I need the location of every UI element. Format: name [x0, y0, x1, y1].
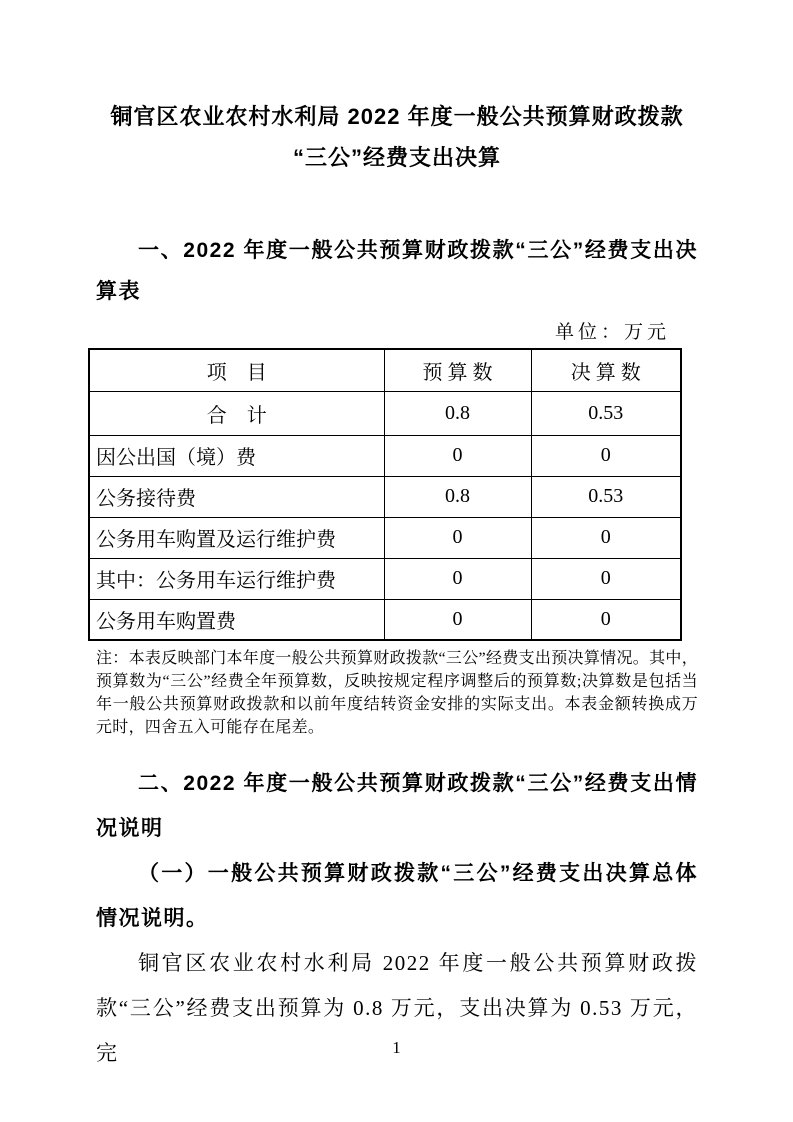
- row-abroad-item: 因公出国（境）费: [89, 435, 384, 476]
- row-vehicle-maintenance-budget: 0: [384, 558, 531, 599]
- header-budget: 预 算 数: [384, 349, 531, 391]
- header-final: 决 算 数: [531, 349, 681, 391]
- row-vehicle-purchase-final: 0: [531, 599, 681, 640]
- table-row-vehicle-maintenance: [89, 558, 681, 599]
- row-reception-final: 0.53: [531, 476, 681, 517]
- row-total-item: 合 计: [89, 391, 384, 435]
- unit-label: 单位：万元: [554, 322, 670, 343]
- table-row-vehicle-total: [89, 517, 681, 558]
- document-title-line1: 铜官区农业农村水利局 2022 年度一般公共预算财政拨款: [110, 104, 684, 129]
- row-abroad-final: 0: [531, 435, 681, 476]
- section2-sub-heading: （一）一般公共预算财政拨款“三公”经费支出决算总体情况说明。: [96, 862, 698, 930]
- page-number: 1: [392, 1038, 401, 1057]
- row-reception-budget: 0.8: [384, 476, 531, 517]
- page-content: [0, 96, 793, 1076]
- table-row-abroad: [89, 435, 681, 476]
- row-vehicle-total-item: 公务用车购置及运行维护费: [89, 517, 384, 558]
- header-item: 项 目: [89, 349, 384, 391]
- row-vehicle-purchase-budget: 0: [384, 599, 531, 640]
- document-title-line2: “三公”经费支出决算: [292, 145, 501, 170]
- row-vehicle-total-final: 0: [531, 517, 681, 558]
- row-reception-item: 公务接待费: [89, 476, 384, 517]
- row-vehicle-total-budget: 0: [384, 517, 531, 558]
- section2-heading: 二、2022 年度一般公共预算财政拨款“三公”经费支出情况说明: [96, 772, 698, 840]
- expense-table: [88, 348, 682, 641]
- row-abroad-budget: 0: [384, 435, 531, 476]
- row-vehicle-maintenance-final: 0: [531, 558, 681, 599]
- table-row-reception: [89, 476, 681, 517]
- row-vehicle-purchase-item: 公务用车购置费: [89, 599, 384, 640]
- row-vehicle-maintenance-item: 其中：公务用车运行维护费: [89, 558, 384, 599]
- row-total-final: 0.53: [531, 391, 681, 435]
- table-row-vehicle-purchase: [89, 599, 681, 640]
- table-header-row: [89, 349, 681, 391]
- body-paragraph: 铜官区农业农村水利局 2022 年度一般公共预算财政拨款“三公”经费支出预算为 0.8 万元，支出决算为 0.53 万元，完: [96, 951, 698, 1065]
- row-total-budget: 0.8: [384, 391, 531, 435]
- section1-heading: 一、2022 年度一般公共预算财政拨款“三公”经费支出决算表: [96, 239, 698, 303]
- table-row-total: [89, 391, 681, 435]
- table-note: 注：本表反映部门本年度一般公共预算财政拨款“三公”经费支出预决算情况。其中，预算数为“三公”经费全年预算数，反映按规定程序调整后的预算数;决算数是包括当年一般公共预算财政拨款和以前年度结转资金安排的实际支出。本表金额转换成万元时，四舍五入可能存在尾差。: [96, 650, 698, 736]
- document-title: [96, 96, 698, 178]
